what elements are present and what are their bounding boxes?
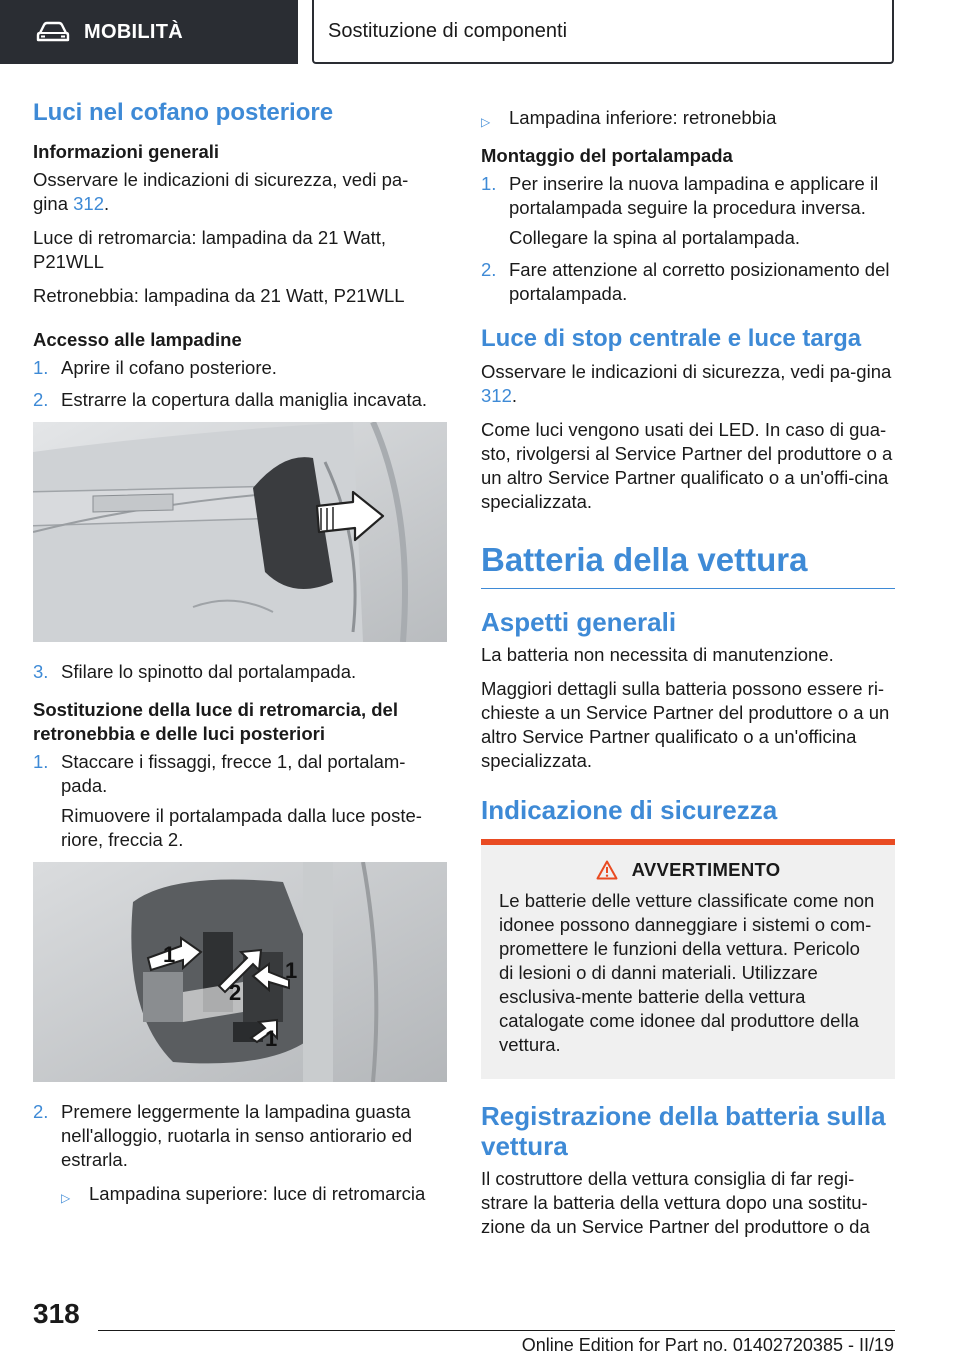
registration-title: Registrazione della batteria sulla vettura xyxy=(481,1101,886,1161)
photo-label-1c: 1 xyxy=(265,1026,278,1051)
reverse-light-spec: Luce di retromarcia: lampadina da 21 Watt, P21WLL xyxy=(33,227,387,272)
aspects-text-2: Maggiori dettagli sulla batteria possono essere ri-chieste a un Service Partner del produttore o a un altro Service Partner qualificato o a un'officina specializzata. xyxy=(481,678,890,771)
fog-light-spec: Retronebbia: lampadina da 21 Watt, P21WLL xyxy=(33,285,405,306)
warning-header xyxy=(499,859,877,881)
photo-label-2: 2 xyxy=(229,980,242,1005)
mount-steps xyxy=(481,172,895,306)
footer-edition: Online Edition for Part no. 01402720385 - II/19 xyxy=(521,1335,894,1355)
mount-heading: Montaggio del portalampada xyxy=(481,145,733,166)
bullet-lower-lamp: ▷ Lampadina inferiore: retronebbia xyxy=(481,106,895,130)
access-step-2: 2. Estrarre la copertura dalla maniglia incavata. xyxy=(33,389,428,410)
replace-step-2: 2. Premere leggermente la lampadina guasta nell'alloggio, ruotarla in senso antiorario ed estrarla. ▷ Lampadina superiore: luce di retromarcia xyxy=(33,1100,443,1206)
access-step-1: 1. Aprire il cofano posteriore. xyxy=(33,357,277,378)
car-icon xyxy=(36,21,70,43)
aspects-title: Aspetti generali xyxy=(481,607,677,637)
aspects-text-1: La batteria non necessita di manutenzione. xyxy=(481,644,834,665)
stop-led-text: Come luci vengono usati dei LED. In caso di gua-sto, rivolgersi al Service Partner del produttore o a un altro Service Partner qualificato o a un'offi-cina specializzata. xyxy=(481,419,893,512)
section-title-rear-lid-lights: Luci nel cofano posteriore xyxy=(33,99,334,126)
right-column xyxy=(481,106,895,1249)
triangle-bullet-icon: ▷ xyxy=(61,1191,71,1205)
section-label: MOBILITÀ xyxy=(84,20,184,43)
photo-label-1b: 1 xyxy=(285,958,298,983)
header-section-tab xyxy=(0,0,298,64)
warning-text: Le batterie delle vetture classificate come non idonee possono danneggiare i sistemi o com-promettere le funzioni della vettura. Pericolo di lesioni o di danni materiali. Utilizzare esclusiva-mente batterie della vettura catalogate come idonee dal produttore della vettura. xyxy=(499,890,875,1055)
warning-label: AVVERTIMENTO xyxy=(631,859,781,880)
photo-label-1a: 1 xyxy=(163,942,176,967)
rear-lid-cover-photo xyxy=(33,422,447,642)
mount-step-2: 2. Fare attenzione al corretto posizionamento del portalampada. xyxy=(481,259,890,304)
stop-light-title: Luce di stop centrale e luce targa xyxy=(481,325,862,352)
access-step-3: 3. Sfilare lo spinotto dal portalampada. xyxy=(33,661,357,682)
header-chapter-tab xyxy=(312,0,894,64)
registration-text: Il costruttore della vettura consiglia di far regi-strare la batteria della vettura dopo una sostitu-zione da un Service Partner del produttore o da xyxy=(481,1168,870,1237)
access-step-3-list xyxy=(33,660,443,684)
replace-steps xyxy=(33,750,443,852)
access-heading: Accesso alle lampadine xyxy=(33,329,242,350)
lamp-holder-photo xyxy=(33,862,447,1082)
access-steps xyxy=(33,356,443,412)
warning-triangle-icon xyxy=(596,860,618,880)
page-number: 318 xyxy=(33,1298,80,1329)
replace-step-1: 1. Staccare i fissaggi, frecce 1, dal portalam-pada. Rimuovere il portalampada dalla luce poste-riore, freccia 2. xyxy=(33,751,422,850)
replace-step-2-list xyxy=(33,1100,443,1206)
safety-title: Indicazione di sicurezza xyxy=(481,795,778,825)
triangle-bullet-icon: ▷ xyxy=(481,115,491,129)
chapter-label: Sostituzione di componenti xyxy=(328,19,568,42)
stop-safety-reference: Osservare le indicazioni di sicurezza, vedi pa-gina 312. xyxy=(481,361,892,406)
bullet-upper-lamp: ▷ Lampadina superiore: luce di retromarcia xyxy=(61,1182,443,1206)
page-link[interactable]: 312 xyxy=(73,193,104,214)
footer-divider xyxy=(98,1330,895,1331)
left-column xyxy=(33,98,443,1216)
mount-step-1: 1. Per inserire la nuova lampadina e applicare il portalampada seguire la procedura inversa. Collegare la spina al portalampada. xyxy=(481,173,879,248)
warning-box xyxy=(481,839,895,1079)
safety-reference: Osservare le indicazioni di sicurezza, vedi pa-gina 312. xyxy=(33,169,409,214)
replace-heading: Sostituzione della luce di retromarcia, del retronebbia e delle luci posteriori xyxy=(33,699,398,744)
battery-title: Batteria della vettura xyxy=(481,540,895,589)
general-info-heading: Informazioni generali xyxy=(33,141,220,162)
page-link[interactable]: 312 xyxy=(481,385,512,406)
